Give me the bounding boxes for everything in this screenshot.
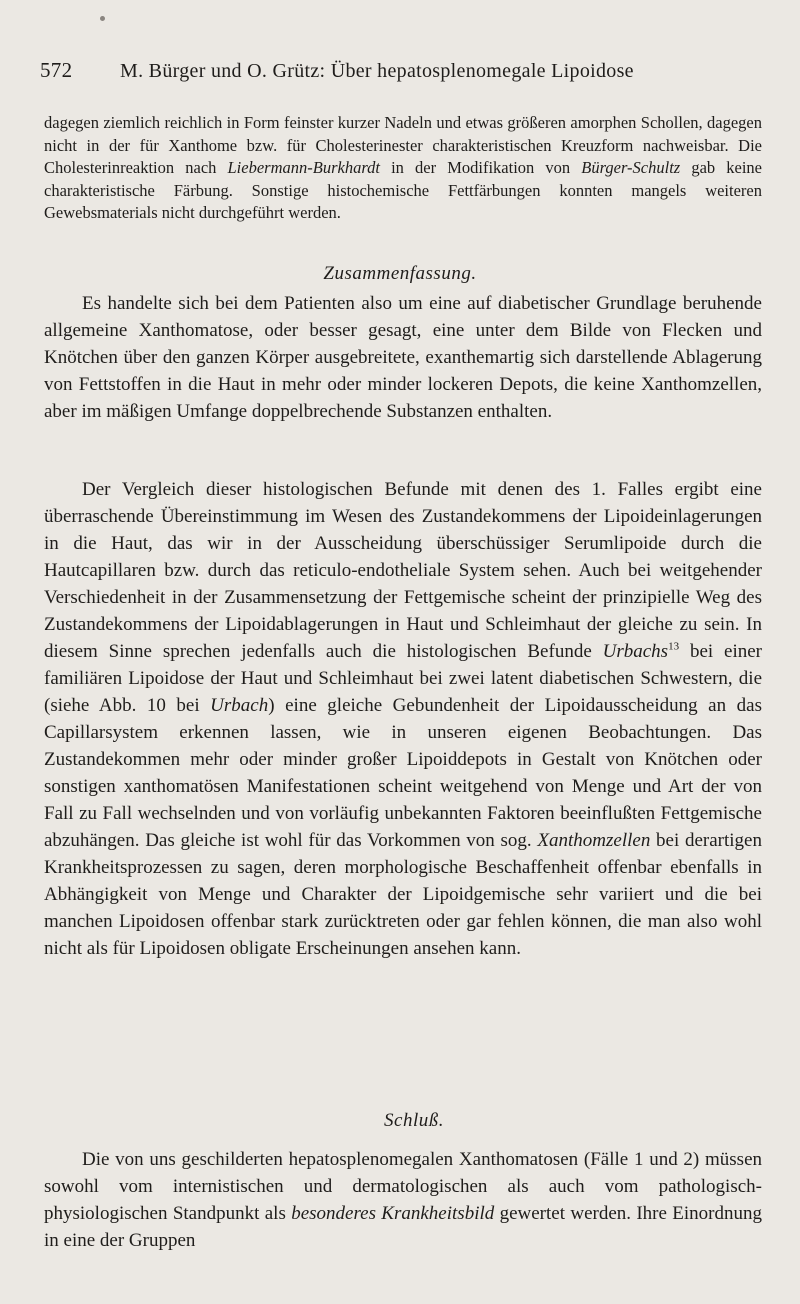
author-name-italic: Urbach — [210, 695, 269, 716]
page-number: 572 — [40, 58, 73, 82]
footnote-ref: 13 — [668, 640, 680, 653]
summary-paragraph-1: Es handelte sich bei dem Patienten also um eine auf diabetischer Grundlage beruhende allgemeine Xanthomatose, oder besser gesagt, eine unter dem Bilde von Flecken und Knötchen über den ganzen Körper ausgebreitete, exanthemartig sich darstellende Ablagerung von Fettstoffen in die Haut in mehr oder minder lockeren Depots, die keine Xanthomzellen, aber im mäßigen Umfange doppelbrechende Substanzen enthalten. — [44, 293, 762, 422]
author-name-italic: Urbachs — [602, 641, 669, 662]
running-title: M. Bürger und O. Grütz: Über hepatosplenomegale Lipoidose — [120, 60, 634, 82]
print-speck — [100, 16, 105, 21]
running-header — [40, 58, 760, 83]
author-name-italic: Liebermann-Burkhardt — [227, 158, 380, 177]
term-italic: Xanthomzellen — [537, 830, 651, 851]
intro-paragraph: dagegen ziemlich reichlich in Form feinster kurzer Nadeln und etwas größeren amorphen Schollen, dagegen nicht in der für Xanthome bzw. für Cholesterinester charakteristischen Kreuzform nachweisbar. Die Cholesterinreaktion nach Liebermann-Burkhardt in der Modifikation von Bürger-Schultz gab keine charakteristische Färbung. Sonstige histochemische Fettfärbungen konnten mangels weiteren Gewebsmaterials nicht durchgeführt werden. — [44, 113, 762, 222]
summary-paragraph-2: Der Vergleich dieser histologischen Befunde mit denen des 1. Falles ergibt eine überraschende Übereinstimmung im Wesen des Zustandekommens der Lipoideinlagerungen in die Haut, das wir in der Ausscheidung überschüssiger Serumlipoide durch die Hautcapillaren bzw. durch das reticulo-endotheliale System sehen. Auch bei weitgehender Verschiedenheit in der Zusammensetzung der Fettgemische scheint der prinzipielle Weg des Zustandekommens der Lipoidablagerungen in Haut und Schleimhaut der gleiche zu sein. In diesem Sinne sprechen jedenfalls auch die histologischen Befunde Urbachs$^{13}$ bei einer familiären Lipoidose der Haut und Schleimhaut bei zwei latent diabetischen Schwestern, die (siehe Abb. 10 bei Urbach) eine gleiche Gebundenheit der Lipoidausscheidung an das Capillarsystem erkennen lassen, wie in unseren eigenen Beobachtungen. Das Zustandekommen mehr oder minder großer Lipoiddepots in Gestalt von Knötchen oder sonstigen xanthomatösen Manifestationen scheint weitgehend von Menge und Art der von Fall zu Fall wechselnden und von vorläufig unbekannten Faktoren beeinflußten Fettgemische abzuhängen. Das gleiche ist wohl für das Vorkommen von sog. Xanthomzellen bei derartigen Krankheitsprozessen zu sagen, deren morphologische Beschaffenheit offenbar ebenfalls in Abhängigkeit von Menge und Charakter der Lipoidgemische sehr variiert und die bei manchen Lipoidosen offenbar stark zurücktreten oder gar fehlen können, die man also wohl nicht als für Lipoidosen obligate Erscheinungen ansehen kann. — [44, 479, 762, 959]
emphasis-italic: besonderes Krankheitsbild — [291, 1203, 495, 1224]
section-heading-schluss: Schluß. — [384, 1110, 444, 1131]
conclusion-paragraph: Die von uns geschilderten hepatosplenomegalen Xanthomatosen (Fälle 1 und 2) müssen sowohl vom internistischen und dermatologischen als auch vom pathologisch-physiologischen Standpunkt als besonderes Krankheitsbild gewertet werden. Ihre Einordnung in eine der Gruppen — [44, 1149, 762, 1251]
author-name-italic: Bürger-Schultz — [581, 158, 681, 177]
section-heading-zusammenfassung: Zusammenfassung. — [323, 263, 477, 284]
